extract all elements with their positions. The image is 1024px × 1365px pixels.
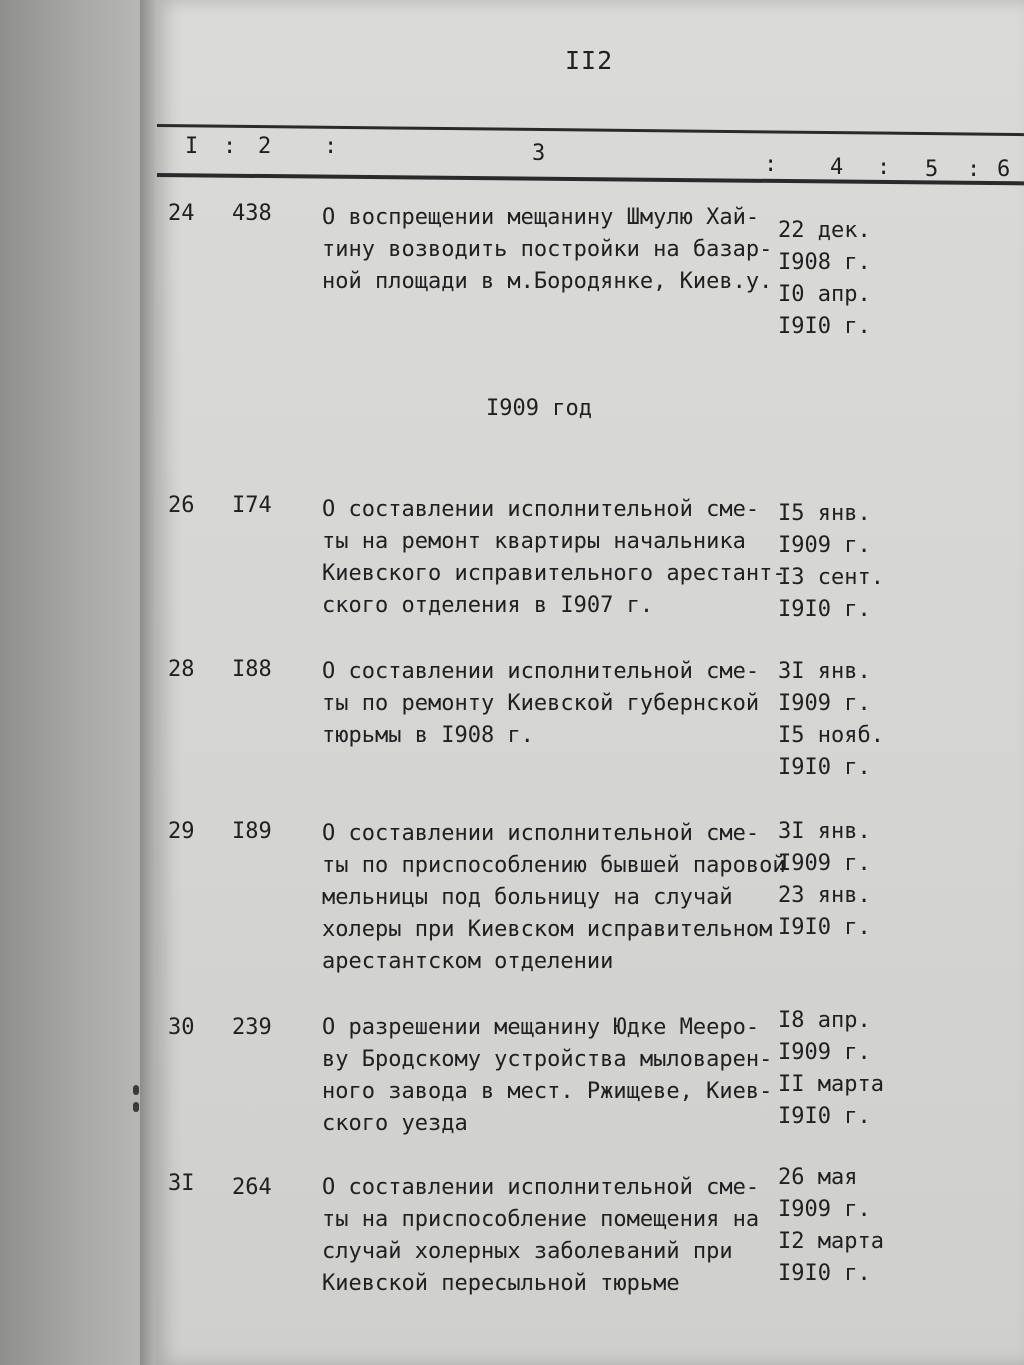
header-col-6: 6: [997, 157, 1011, 182]
entry-date: 3I янв.: [778, 819, 871, 844]
entry-date: I8 апр.: [778, 1008, 871, 1033]
entry-title-line: ты на приспособление помещения на: [322, 1207, 760, 1232]
entry-title-line: ского отделения в I907 г.: [322, 593, 654, 618]
entry-number: 30: [168, 1015, 195, 1040]
entry-title-line: тину возводить постройки на базар-: [322, 237, 773, 262]
entry-reference: 438: [232, 201, 272, 226]
page-number: II2: [565, 46, 614, 75]
entry-title-line: случай холерных заболеваний при: [322, 1239, 733, 1264]
entry-date: I5 янв.: [778, 501, 871, 526]
entry-number: 26: [168, 493, 195, 518]
entry-date: I9I0 г.: [778, 1261, 871, 1286]
entry-date: 26 мая: [778, 1165, 858, 1190]
entry-date: II марта: [778, 1072, 884, 1097]
entry-date: I909 г.: [778, 1197, 871, 1222]
entry-title-line: ного завода в мест. Ржищеве, Киев-: [322, 1079, 773, 1104]
entry-number: 28: [168, 657, 195, 682]
entry-title-line: Киевской пересыльной тюрьме: [322, 1271, 680, 1296]
entry-date: 22 дек.: [778, 218, 871, 243]
entry-title-line: О разрешении мещанину Юдке Мееро-: [322, 1015, 760, 1040]
header-col-4: 4: [830, 155, 844, 180]
entry-title-line: О воспрещении мещанину Шмулю Хай-: [322, 205, 760, 230]
entry-date: I3 сент.: [778, 565, 884, 590]
entry-date: I0 апр.: [778, 282, 871, 307]
entry-title-line: холеры при Киевском исправительном: [322, 917, 773, 942]
entry-reference: I88: [232, 657, 272, 682]
entry-date: I5 нояб.: [778, 723, 884, 748]
entry-reference: I74: [232, 493, 272, 518]
year-heading: I909 год: [486, 396, 592, 421]
entry-title-line: ского уезда: [322, 1111, 468, 1136]
entry-date: I909 г.: [778, 1040, 871, 1065]
entry-title-line: О составлении исполнительной сме-: [322, 1175, 760, 1200]
entry-date: I9I0 г.: [778, 1104, 871, 1129]
entry-date: I9I0 г.: [778, 755, 871, 780]
entry-date: 23 янв.: [778, 883, 871, 908]
entry-date: I909 г.: [778, 851, 871, 876]
header-separator: :: [223, 134, 237, 159]
header-col-1: I: [185, 134, 199, 159]
entry-number: 3I: [168, 1171, 195, 1196]
header-separator: :: [877, 155, 891, 180]
header-col-2: 2: [258, 134, 272, 159]
entry-reference: I89: [232, 819, 272, 844]
left-page-edge: [0, 0, 150, 1365]
entry-title-line: О составлении исполнительной сме-: [322, 659, 760, 684]
header-col-5: 5: [925, 157, 939, 182]
entry-date: I9I0 г.: [778, 597, 871, 622]
header-separator: :: [967, 157, 981, 182]
entry-date: I909 г.: [778, 691, 871, 716]
entry-date: I2 марта: [778, 1229, 884, 1254]
header-separator: :: [324, 134, 338, 159]
binding-hole: [133, 1102, 139, 1112]
entry-date: I909 г.: [778, 533, 871, 558]
entry-title-line: ты по ремонту Киевской губернской: [322, 691, 760, 716]
entry-title-line: ной площади в м.Бородянке, Киев.у.: [322, 269, 773, 294]
binding-hole: [133, 1085, 139, 1095]
entry-reference: 239: [232, 1015, 272, 1040]
entry-number: 24: [168, 201, 195, 226]
entry-date: I908 г.: [778, 250, 871, 275]
entry-number: 29: [168, 819, 195, 844]
entry-title-line: арестантском отделении: [322, 949, 614, 974]
entry-title-line: ты на ремонт квартиры начальника: [322, 529, 746, 554]
entry-date: I9I0 г.: [778, 314, 871, 339]
header-col-3: 3: [532, 141, 546, 166]
header-separator: :: [764, 152, 778, 177]
entry-title-line: ты по приспособлению бывшей паровой: [322, 853, 786, 878]
entry-title-line: Киевского исправительного арестант-: [322, 561, 786, 586]
entry-title-line: О составлении исполнительной сме-: [322, 497, 760, 522]
entry-title-line: О составлении исполнительной сме-: [322, 821, 760, 846]
entry-date: I9I0 г.: [778, 915, 871, 940]
entry-date: 3I янв.: [778, 659, 871, 684]
entry-title-line: мельницы под больницу на случай: [322, 885, 733, 910]
entry-title-line: тюрьмы в I908 г.: [322, 723, 534, 748]
entry-title-line: ву Бродскому устройства мыловарен-: [322, 1047, 773, 1072]
entry-reference: 264: [232, 1175, 272, 1200]
